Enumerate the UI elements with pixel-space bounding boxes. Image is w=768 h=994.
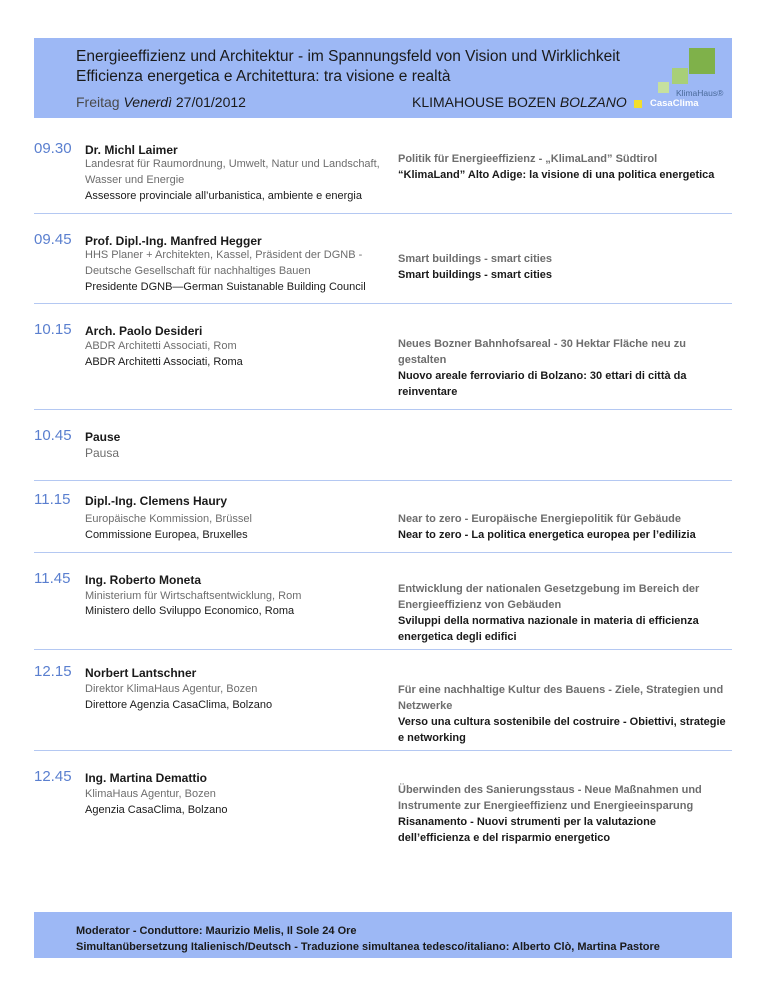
session-time: 10.45 <box>34 427 72 444</box>
translation-line: Simultanübersetzung Italienisch/Deutsch - Traduzione simultanea tedesco/italiano: Alberto Clò, Martina Pastore <box>76 941 660 953</box>
talk-title-italian: Nuovo areale ferroviario di Bolzano: 30 ettari di città da reinventare <box>398 370 687 398</box>
speaker-affiliation-italian: Commissione Europea, Bruxelles <box>85 529 248 541</box>
venue-city-german: BOZEN <box>507 94 556 110</box>
speaker-affiliation-german: Ministerium für Wirtschaftsentwicklung, Rom <box>85 590 302 602</box>
date-value: 27/01/2012 <box>175 94 246 110</box>
speaker-affiliation-german: KlimaHaus Agentur, Bozen <box>85 788 216 800</box>
logo-text-casaclima: CasaClima <box>650 98 699 109</box>
session-speaker: Norbert Lantschner <box>85 666 197 680</box>
session-time: 12.45 <box>34 768 72 785</box>
program-session <box>34 663 732 751</box>
program-session <box>34 491 732 553</box>
talk-title-german: Neues Bozner Bahnhofsareal - 30 Hektar Fläche neu zu gestalten <box>398 338 686 366</box>
session-time: 12.15 <box>34 663 72 680</box>
venue-name: KLIMAHOUSE <box>412 94 504 110</box>
speaker-affiliation-italian: ABDR Architetti Associati, Roma <box>85 356 243 368</box>
klimahaus-casaclima-logo <box>634 46 728 116</box>
speaker-affiliation-italian: Presidente DGNB—German Suistanable Building Council <box>85 281 366 293</box>
program-session <box>34 140 732 214</box>
session-time: 10.15 <box>34 321 72 338</box>
talk-title-italian: Near to zero - La politica energetica europea per l’edilizia <box>398 529 696 541</box>
speaker-affiliation-german: HHS Planer + Architekten, Kassel, Präsident der DGNB - Deutsche Gesellschaft für nachhaltiges Bauen <box>85 249 363 277</box>
speaker-affiliation-italian: Assessore provinciale all’urbanistica, ambiente e energia <box>85 190 362 202</box>
logo-text-klimahaus: KlimaHaus® <box>676 88 724 98</box>
program-break <box>34 427 732 481</box>
session-speaker: Ing. Roberto Moneta <box>85 573 201 587</box>
talk-title-german: Für eine nachhaltige Kultur des Bauens - Ziele, Strategien und Netzwerke <box>398 684 724 712</box>
logo-square-medium <box>672 68 688 84</box>
venue-city-italian: BOLZANO <box>559 94 627 110</box>
logo-square-large <box>689 48 715 74</box>
session-time: 09.45 <box>34 231 72 248</box>
talk-title-german: Smart buildings - smart cities <box>398 253 553 265</box>
talk-title-german: Near to zero - Europäische Energiepolitik für Gebäude <box>398 513 682 525</box>
logo-square-small <box>658 82 669 93</box>
program-session <box>34 321 732 410</box>
session-speaker: Dr. Michl Laimer <box>85 143 178 157</box>
speaker-affiliation-italian: Direttore Agenzia CasaClima, Bolzano <box>85 699 273 711</box>
speaker-affiliation-italian: Agenzia CasaClima, Bolzano <box>85 804 228 816</box>
program-session <box>34 570 732 650</box>
program-session <box>34 768 732 858</box>
speaker-affiliation-german: Direktor KlimaHaus Agentur, Bozen <box>85 683 258 695</box>
moderator-line: Moderator - Conduttore: Maurizio Melis, Il Sole 24 Ore <box>76 925 357 937</box>
talk-title-italian: Smart buildings - smart cities <box>398 269 553 281</box>
program-session <box>34 231 732 304</box>
speaker-affiliation-german: Europäische Kommission, Brüssel <box>85 513 252 525</box>
weekday-german: Freitag <box>76 94 120 110</box>
talk-title-german: Politik für Energieeffizienz - „KlimaLand” Südtirol <box>398 153 658 165</box>
logo-square-yellow <box>634 100 642 108</box>
header-banner <box>34 38 732 118</box>
break-label-german: Pause <box>85 430 121 444</box>
session-speaker: Dipl.-Ing. Clemens Haury <box>85 494 228 508</box>
talk-title-italian: “KlimaLand” Alto Adige: la visione di una politica energetica <box>398 169 715 181</box>
break-label-italian: Pausa <box>85 446 120 460</box>
talk-title-italian: Verso una cultura sostenibile del costruire - Obiettivi, strategie e networking <box>398 716 726 744</box>
speaker-affiliation-german: Landesrat für Raumordnung, Umwelt, Natur und Landschaft, Wasser und Energie <box>85 158 380 186</box>
session-time: 09.30 <box>34 140 72 157</box>
talk-title-italian: Sviluppi della normativa nazionale in materia di efficienza energetica degli edifici <box>398 615 699 643</box>
session-time: 11.45 <box>34 570 71 587</box>
session-time: 11.15 <box>34 491 71 508</box>
event-date <box>76 94 246 110</box>
session-speaker: Ing. Martina Demattio <box>85 771 208 785</box>
session-speaker: Arch. Paolo Desideri <box>85 324 203 338</box>
title-italian: Efficienza energetica e Architettura: tra visione e realtà <box>76 68 451 85</box>
session-speaker: Prof. Dipl.-Ing. Manfred Hegger <box>85 234 262 248</box>
talk-title-italian: Risanamento - Nuovi strumenti per la valutazione dell’efficienza e del risparmio energetico <box>398 816 656 844</box>
talk-title-german: Entwicklung der nationalen Gesetzgebung im Bereich der Energieeffizienz von Gebäuden <box>398 583 700 611</box>
talk-title-german: Überwinden des Sanierungsstaus - Neue Maßnahmen und Instrumente zur Energieeffizienz und Energieeinsparung <box>398 784 702 812</box>
title-german: Energieeffizienz und Architektur - im Spannungsfeld von Vision und Wirklichkeit <box>76 48 620 65</box>
weekday-italian: Venerdì <box>123 94 172 110</box>
footer-banner <box>34 912 732 958</box>
event-venue <box>412 94 627 110</box>
speaker-affiliation-german: ABDR Architetti Associati, Rom <box>85 340 237 352</box>
speaker-affiliation-italian: Ministero dello Sviluppo Economico, Roma <box>85 605 295 617</box>
